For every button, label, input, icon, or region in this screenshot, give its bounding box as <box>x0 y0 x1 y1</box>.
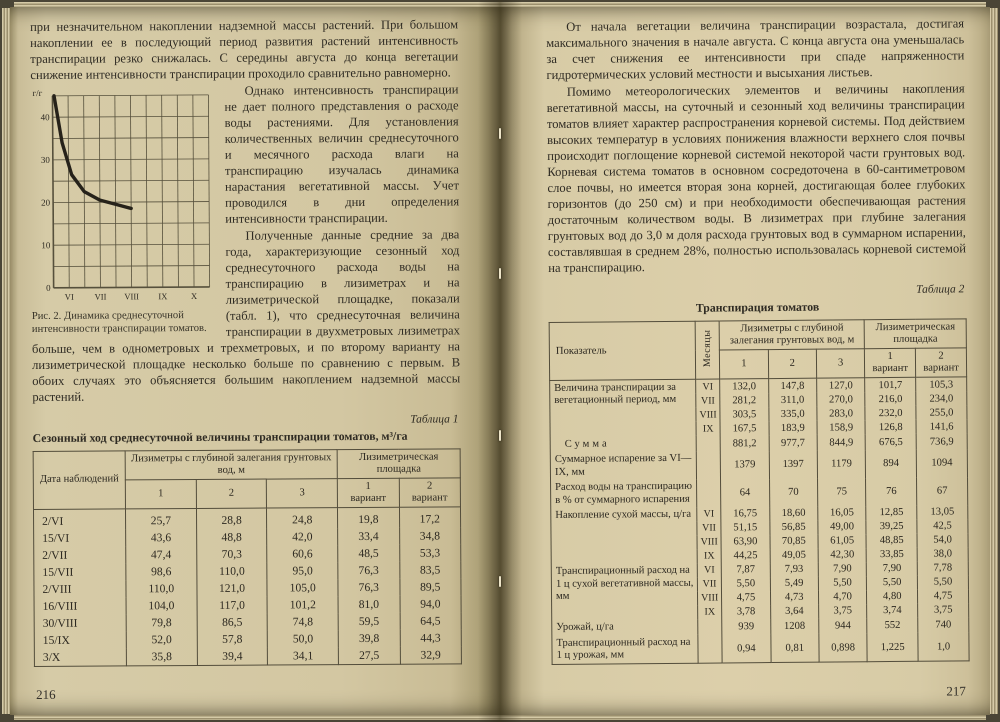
t2-indicator-cell: Расход воды на транспирацию в % от суммарного испарения <box>551 480 697 509</box>
t2-value-cell: 5,50 <box>722 577 770 591</box>
t2-value-cell: 270,0 <box>817 393 865 407</box>
svg-text:10: 10 <box>41 240 51 251</box>
t2-value-cell: 5,50 <box>917 575 968 589</box>
t1-value-cell: 98,6 <box>126 563 197 580</box>
t2-value-cell: 1179 <box>817 450 866 478</box>
t2-month-cell <box>698 635 722 664</box>
t2-value-cell: 676,5 <box>865 434 916 450</box>
t2-value-cell: 48,85 <box>866 534 917 548</box>
table1-header <box>33 449 460 510</box>
t2-value-cell: 167,5 <box>720 422 768 436</box>
t1-value-cell: 24,8 <box>267 508 338 529</box>
t2-value-cell: 5,50 <box>818 576 866 590</box>
t2-value-cell: 42,30 <box>818 548 866 562</box>
months-vertical-label: Месяцы <box>701 329 713 367</box>
t1-value-cell: 110,0 <box>126 580 197 597</box>
binding-stitch <box>499 268 501 279</box>
page-number-right: 217 <box>946 683 966 699</box>
t1-value-cell: 117,0 <box>197 597 268 614</box>
t2-value-cell: 67 <box>917 477 968 505</box>
t2-value-cell: 335,0 <box>768 407 816 421</box>
t2-value-cell: 1208 <box>770 619 818 635</box>
t2-value-cell: 283,0 <box>817 407 865 421</box>
t2-value-cell: 311,0 <box>768 393 816 407</box>
t2-value-cell: 736,9 <box>916 434 967 450</box>
t2-col-months <box>695 321 720 380</box>
t2-value-cell: 7,87 <box>721 563 769 577</box>
t1-value-cell: 28,8 <box>196 508 267 529</box>
t2-value-cell: 4,75 <box>918 589 969 603</box>
table1-label: Таблица 1 <box>410 413 459 426</box>
t1-value-cell: 105,0 <box>267 579 338 596</box>
left-paragraph-3: Полученные данные средние за два года, характеризующие сезонный ход среднесуточного расхода воды на транспирацию в лизиметрах и на лизиметрической площадке, показали (табл. 1), что среднесуточная величина транспирации в двухметровых лизиметрах больше, чем в однометровых и трехметровых, и по второму варианту на лизиметрической площадке несколько больше по сравнению с первым. В обоих случаях это объясняется большим накоплением надземной массы растений. <box>31 227 461 404</box>
t2-month-cell <box>696 436 720 452</box>
t2-month-cell: IX <box>696 422 720 436</box>
left-paragraph-1: при незначительном накоплении надземной массы растений. При большом накоплении ее в последующий период развития растений интенсивность транспирации резко снижалась. С середины августа до конца вегетации снижение интенсивности транспирации проходило сравнительно равномерно. <box>30 17 459 82</box>
t1-value-cell: 94,0 <box>400 596 462 613</box>
t2-value-cell: 3,74 <box>867 604 918 618</box>
t2-month-cell: VIII <box>697 591 721 605</box>
t2-value-cell: 38,0 <box>917 547 968 561</box>
t1-value-cell: 42,0 <box>267 528 338 545</box>
t2-value-cell: 141,6 <box>916 420 967 434</box>
t2-value-cell: 894 <box>866 450 917 478</box>
t1-value-cell: 33,4 <box>338 528 400 545</box>
t1-group-plot: Лизиметрическая площадка <box>337 449 460 479</box>
transpiration-curve <box>54 95 131 209</box>
t1-date-cell: 2/VIII <box>34 581 126 599</box>
svg-text:VII: VII <box>94 291 107 302</box>
t2-indicator-cell: Сумма <box>550 436 696 453</box>
svg-text:VIII: VIII <box>124 291 140 302</box>
svg-text:0: 0 <box>46 282 51 293</box>
t2-value-cell: 33,85 <box>866 548 917 562</box>
binding-stitch <box>499 128 501 139</box>
table1-title: Сезонный ход среднесуточной величины транспирации томатов, м³/га <box>32 428 408 445</box>
t2-month-cell: VI <box>696 379 720 394</box>
t2-subcol-4: 1 вариант <box>865 348 916 378</box>
t2-value-cell: 1397 <box>769 451 818 479</box>
t2-value-cell: 4,80 <box>867 590 918 604</box>
t1-date-cell: 15/VI <box>34 530 126 548</box>
t2-value-cell: 234,0 <box>916 392 967 406</box>
t2-value-cell: 16,05 <box>818 506 866 520</box>
table2-block <box>548 283 969 665</box>
t2-value-cell: 183,9 <box>769 421 817 435</box>
t1-value-cell: 110,0 <box>197 563 268 580</box>
t1-value-cell: 121,0 <box>197 580 268 597</box>
t1-value-cell: 19,8 <box>338 508 400 529</box>
t2-value-cell: 39,25 <box>866 520 917 534</box>
t1-value-cell: 57,8 <box>197 631 268 648</box>
t2-value-cell: 0,81 <box>770 634 819 663</box>
t1-value-cell: 43,6 <box>126 529 197 546</box>
left-page <box>10 7 500 715</box>
table2-label: Таблица 2 <box>916 283 965 296</box>
t2-value-cell: 7,93 <box>770 563 818 577</box>
t2-subcol-1: 1 <box>720 350 769 380</box>
t2-value-cell: 0,94 <box>722 635 771 664</box>
t2-value-cell: 7,78 <box>917 561 968 575</box>
t1-date-cell: 15/VII <box>34 564 126 582</box>
t1-value-cell: 79,8 <box>126 614 197 631</box>
t1-date-cell: 30/VIII <box>34 615 126 633</box>
t2-value-cell: 7,90 <box>818 562 866 576</box>
t2-month-cell <box>698 619 722 635</box>
t2-month-cell: VII <box>697 521 721 535</box>
figure-2 <box>30 87 214 337</box>
t2-value-cell: 126,8 <box>865 420 916 434</box>
table2-row <box>550 449 967 481</box>
t2-value-cell: 1094 <box>916 449 967 477</box>
t2-value-cell: 44,25 <box>721 549 769 563</box>
t2-indicator-cell: Суммарное испарение за VI—IX, мм <box>550 452 696 481</box>
t2-value-cell: 13,05 <box>917 505 968 519</box>
t2-value-cell: 49,00 <box>818 520 866 534</box>
t2-indicator-cell: Транспирационный расход на 1 ц урожая, мм <box>552 635 698 665</box>
t2-value-cell: 54,0 <box>917 533 968 547</box>
t1-value-cell: 89,5 <box>399 579 461 596</box>
t1-value-cell: 74,8 <box>268 613 339 630</box>
t1-subcol-4: 1 вариант <box>337 478 399 508</box>
t2-value-cell: 64 <box>721 479 770 507</box>
t2-value-cell: 51,15 <box>721 521 769 535</box>
t2-indicator-cell: Накопление сухой массы, ц/га <box>551 508 697 565</box>
svg-text:IX: IX <box>158 291 168 302</box>
t2-value-cell: 16,75 <box>721 507 769 521</box>
table1-block <box>32 413 462 667</box>
page-number-left: 216 <box>36 686 56 702</box>
transpiration-intensity-chart <box>30 87 213 306</box>
t1-value-cell: 44,3 <box>400 630 462 647</box>
t2-value-cell: 3,75 <box>819 604 867 618</box>
t1-value-cell: 83,5 <box>399 562 461 579</box>
svg-text:X: X <box>190 290 198 301</box>
t2-month-cell: IX <box>697 549 721 563</box>
t1-subcol-1: 1 <box>125 479 196 509</box>
table1-row <box>33 507 460 530</box>
t1-date-cell: 2/VI <box>33 509 125 530</box>
t2-value-cell: 3,78 <box>722 605 770 619</box>
t2-value-cell: 303,5 <box>720 408 768 422</box>
t2-value-cell: 18,60 <box>769 507 817 521</box>
t2-value-cell: 3,64 <box>770 605 818 619</box>
t2-value-cell: 944 <box>819 618 868 634</box>
t2-value-cell: 4,73 <box>770 591 818 605</box>
table1-row <box>34 647 461 667</box>
t1-group-lysimeters: Лизиметры с глубиной залегания грунтовых вод, м <box>125 449 337 480</box>
t1-col-date: Дата наблюдений <box>33 451 125 510</box>
t1-subcol-2: 2 <box>196 479 267 509</box>
t2-value-cell: 127,0 <box>817 378 865 393</box>
t2-col-indicator: Показатель <box>549 321 696 381</box>
t2-value-cell: 0,898 <box>819 634 868 663</box>
t2-value-cell: 552 <box>867 618 918 634</box>
t2-value-cell: 61,05 <box>818 534 866 548</box>
t1-value-cell: 48,5 <box>338 545 400 562</box>
t2-month-cell: VI <box>697 563 721 577</box>
t2-value-cell: 56,85 <box>769 521 817 535</box>
svg-text:30: 30 <box>40 154 50 165</box>
t2-value-cell: 63,90 <box>721 535 769 549</box>
table-2 <box>549 318 970 665</box>
t2-month-cell: VIII <box>696 408 720 422</box>
table-1 <box>33 448 462 667</box>
svg-text:40: 40 <box>40 112 50 123</box>
binding-stitch <box>499 576 501 587</box>
t1-date-cell: 2/VII <box>34 547 126 565</box>
t2-value-cell: 977,7 <box>769 435 817 451</box>
t1-value-cell: 59,5 <box>338 613 400 630</box>
t1-value-cell: 34,1 <box>268 647 339 665</box>
t2-value-cell: 3,75 <box>918 603 969 617</box>
t1-date-cell: 15/IX <box>34 632 126 650</box>
svg-text:VI: VI <box>64 291 74 302</box>
t2-value-cell: 5,50 <box>867 576 918 590</box>
t2-value-cell: 7,90 <box>867 562 918 576</box>
t2-month-cell: IX <box>698 605 722 619</box>
t1-value-cell: 81,0 <box>338 596 400 613</box>
t2-value-cell: 232,0 <box>865 406 916 420</box>
t1-value-cell: 60,6 <box>267 545 338 562</box>
t2-value-cell: 42,5 <box>917 519 968 533</box>
t2-value-cell: 12,85 <box>866 506 917 520</box>
t2-value-cell: 740 <box>918 617 969 633</box>
figure-caption: Рис. 2. Динамика среднесуточной интенсивности транспирации томатов. <box>31 310 207 335</box>
t2-value-cell: 281,2 <box>720 394 768 408</box>
t1-value-cell: 52,0 <box>126 631 197 648</box>
t1-value-cell: 104,0 <box>126 597 197 614</box>
table2-row <box>552 633 969 665</box>
t2-month-cell: VII <box>697 577 721 591</box>
t2-indicator-cell: Величина транспирации за вегетационный период, мм <box>550 380 696 438</box>
table2-row <box>551 477 968 509</box>
t2-value-cell: 844,9 <box>817 435 866 451</box>
right-paragraph-2: Помимо метеорологических элементов и величины накопления вегетативной массы, на суточный и сезонный ход величины транспирации томатов влияет характер распространения корневой системы. Под действием высоких температур в условиях понижения влажности верхнего слоя почвы происходит поглощение корневой системой некоторой части грунтовых вод. Корневая система томатов в основном сосредоточена в 60-сантиметровом слое почвы, но имеется вторая зона корней, достигающая более глубоких горизонтов (до 250 см) и при необходимости обеспечивающая растения достаточным количеством воды. В лизиметрах при глубине залегания грунтовых вод до 3,0 м доля расхода грунтовых вод в суммарном испарении, составлявшая в среднем 28%, полностью использовалась корневой системой на транспирацию. <box>546 81 967 275</box>
t2-value-cell: 75 <box>817 478 866 506</box>
t2-month-cell: VI <box>697 507 721 521</box>
t1-value-cell: 35,8 <box>126 648 197 666</box>
t1-value-cell: 76,3 <box>338 562 400 579</box>
t1-value-cell: 101,2 <box>267 596 338 613</box>
t2-value-cell: 939 <box>722 619 770 635</box>
t2-subcol-3: 3 <box>816 349 865 379</box>
t1-value-cell: 25,7 <box>125 509 196 530</box>
t1-value-cell: 53,3 <box>399 545 461 562</box>
t2-value-cell: 76 <box>866 478 917 506</box>
t2-month-cell <box>697 479 721 507</box>
t1-value-cell: 17,2 <box>399 507 461 528</box>
t2-month-cell <box>696 451 720 479</box>
t2-value-cell: 101,7 <box>865 378 916 393</box>
t2-value-cell: 1,0 <box>918 633 969 662</box>
t2-indicator-cell: Урожай, ц/га <box>552 620 698 637</box>
t2-month-cell: VII <box>696 394 720 408</box>
t2-group-plot: Лизиметрическая площадка <box>864 319 966 349</box>
left-paragraph-2: Однако интенсивность транспирации не дает полного представления о расходе воды растениями. Для установления количественных величин среднесуточного и месячного расхода влаги на транспирацию изучалась динамика нарастания вегетативной массы. Учет проводился в дни определения интенсивности транспирации. <box>224 82 460 226</box>
t2-value-cell: 4,70 <box>818 590 866 604</box>
binding-stitch <box>499 430 501 441</box>
t2-value-cell: 70 <box>769 479 818 507</box>
t1-value-cell: 47,4 <box>126 546 197 563</box>
t2-value-cell: 255,0 <box>916 406 967 420</box>
t1-value-cell: 39,8 <box>338 630 400 647</box>
t1-date-cell: 3/X <box>34 649 126 667</box>
t2-value-cell: 1,225 <box>867 633 918 662</box>
t2-value-cell: 1379 <box>720 451 769 479</box>
t2-value-cell: 147,8 <box>768 379 816 394</box>
t1-subcol-5: 2 вариант <box>399 478 461 508</box>
t1-value-cell: 50,0 <box>268 630 339 647</box>
t1-value-cell: 32,9 <box>400 647 462 665</box>
right-page <box>500 7 990 715</box>
t1-value-cell: 27,5 <box>338 647 400 665</box>
t1-value-cell: 70,3 <box>196 546 267 563</box>
t2-subcol-5: 2 вариант <box>916 348 967 378</box>
t2-value-cell: 158,9 <box>817 421 865 435</box>
t2-value-cell: 4,75 <box>722 591 770 605</box>
t1-value-cell: 64,5 <box>400 613 462 630</box>
t1-subcol-3: 3 <box>267 479 338 509</box>
t2-value-cell: 5,49 <box>770 577 818 591</box>
t2-subcol-2: 2 <box>768 349 817 379</box>
table2-title: Транспирация томатов <box>695 299 820 315</box>
t1-value-cell: 86,5 <box>197 614 268 631</box>
t1-value-cell: 48,8 <box>196 529 267 546</box>
table2-header <box>549 319 966 381</box>
t1-value-cell: 76,3 <box>338 579 400 596</box>
t2-month-cell: VIII <box>697 535 721 549</box>
t2-value-cell: 881,2 <box>720 436 768 452</box>
t2-value-cell: 132,0 <box>720 379 768 394</box>
t2-value-cell: 70,85 <box>770 535 818 549</box>
t1-value-cell: 39,4 <box>197 648 268 666</box>
t1-value-cell: 95,0 <box>267 562 338 579</box>
t1-date-cell: 16/VIII <box>34 598 126 616</box>
t2-value-cell: 105,3 <box>916 377 967 392</box>
t2-indicator-cell: Транспирационный расход на 1 ц сухой вегетативной массы, мм <box>551 564 697 621</box>
t2-value-cell: 216,0 <box>865 392 916 406</box>
t1-value-cell: 34,8 <box>399 528 461 545</box>
svg-text:г/г: г/г <box>32 87 43 98</box>
right-paragraph-1: От начала вегетации величина транспирации возрастала, достигая максимального значения в начале августа. С конца августа она уменьшалась за счет снижения ее интенсивности при спаде напряженности гидротермических условий местности и высыхания листьев. <box>546 16 965 82</box>
svg-text:20: 20 <box>41 197 51 208</box>
t2-value-cell: 49,05 <box>770 549 818 563</box>
t2-group-lysimeters: Лизиметры с глубиной залегания грунтовых вод, м <box>719 319 864 350</box>
